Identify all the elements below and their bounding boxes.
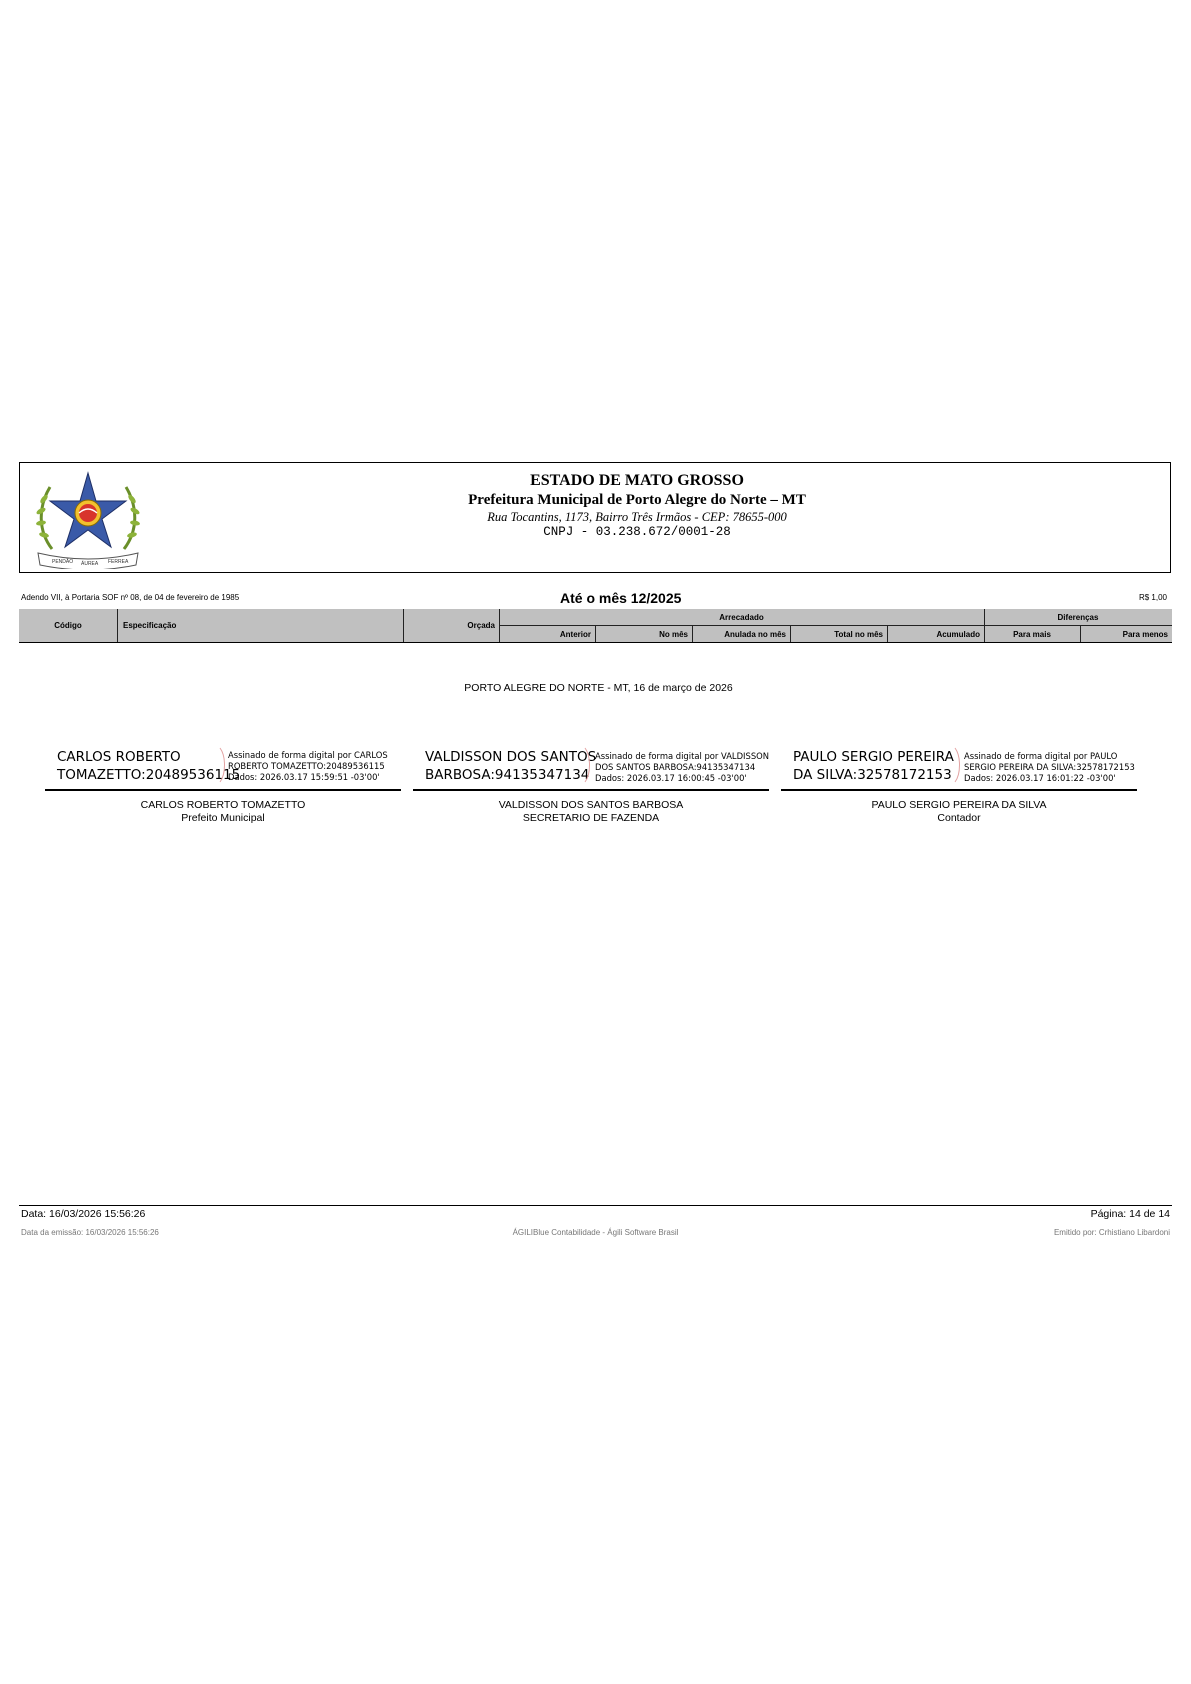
signatory-role: SECRETARIO DE FAZENDA xyxy=(522,812,660,824)
report-header xyxy=(19,462,1171,573)
signature-details xyxy=(228,750,388,783)
signature-line xyxy=(413,789,769,791)
col-orcada: Orçada xyxy=(467,621,495,630)
address-line: Rua Tocantins, 1173, Bairro Três Irmãos - CEP: 78655-000 xyxy=(487,510,787,524)
signature-block-3 xyxy=(781,744,1137,824)
crest-motto-3: FERREA xyxy=(108,559,129,565)
footer-rule xyxy=(19,1205,1172,1206)
adendo-reference: Adendo VII, à Portaria SOF nº 08, de 04 de fevereiro de 1985 xyxy=(21,593,240,602)
cert-name-line-1: PAULO SERGIO PEREIRA xyxy=(793,749,954,765)
signature-certificate-name xyxy=(793,748,954,784)
col-para-mais: Para mais xyxy=(1013,629,1051,639)
col-especificacao: Especificação xyxy=(123,621,177,630)
signatory-name: CARLOS ROBERTO TOMAZETTO xyxy=(140,799,306,811)
col-no-mes: No mês xyxy=(659,629,688,639)
col-anterior: Anterior xyxy=(559,629,591,639)
signature-detail-1: Assinado de forma digital por VALDISSON xyxy=(595,751,770,761)
footer-page-number: Página: 14 de 14 xyxy=(1090,1208,1170,1220)
place-date-line xyxy=(0,682,1191,694)
currency-unit: R$ 1,00 xyxy=(1138,593,1167,602)
col-codigo: Código xyxy=(54,621,82,630)
signature-block-2 xyxy=(413,744,769,824)
footer-emission-date: Data da emissão: 16/03/2026 15:56:26 xyxy=(21,1228,159,1237)
cert-name-line-2: BARBOSA:94135347134 xyxy=(425,767,590,783)
digital-signature-mark-icon xyxy=(218,746,228,784)
signature-line xyxy=(45,789,401,791)
footer-issued-by: Emitido por: Crhistiano Libardoni xyxy=(1053,1228,1170,1237)
footer-software: ÁGILIBlue Contabilidade - Ágili Software Brasil xyxy=(512,1228,679,1237)
digital-signature-mark-icon xyxy=(953,746,963,784)
signature-detail-3: Dados: 2026.03.17 15:59:51 -03'00' xyxy=(228,772,380,782)
signature-detail-2: SERGIO PEREIRA DA SILVA:32578172153 xyxy=(964,762,1135,772)
prefeitura-title: Prefeitura Municipal de Porto Alegre do Norte – MT xyxy=(468,492,806,508)
signatory-name: PAULO SERGIO PEREIRA DA SILVA xyxy=(871,799,1047,811)
cert-name-line-2: DA SILVA:32578172153 xyxy=(793,767,952,783)
cert-name-line-2: TOMAZETTO:20489536115 xyxy=(57,767,241,783)
signatory-role: Prefeito Municipal xyxy=(181,812,265,824)
digital-signature-mark-icon xyxy=(583,746,593,784)
period-title: Até o mês 12/2025 xyxy=(560,590,682,606)
signature-line xyxy=(781,789,1137,791)
signature-detail-1: Assinado de forma digital por PAULO xyxy=(964,751,1118,761)
place-date-text: PORTO ALEGRE DO NORTE - MT, 16 de março de 2026 xyxy=(464,682,733,694)
signature-detail-3: Dados: 2026.03.17 16:01:22 -03'00' xyxy=(964,773,1116,783)
cnpj-line: CNPJ - 03.238.672/0001-28 xyxy=(543,525,731,539)
signature-detail-3: Dados: 2026.03.17 16:00:45 -03'00' xyxy=(595,773,747,783)
crest-motto-1: PENDÃO xyxy=(52,559,74,565)
signatory-role: Contador xyxy=(937,812,981,824)
crest-motto-2: ÁUREA xyxy=(81,561,99,567)
col-para-menos: Para menos xyxy=(1122,629,1168,639)
signature-block-1 xyxy=(45,744,401,824)
col-anulada-no-mes: Anulada no mês xyxy=(724,629,786,639)
signature-certificate-name xyxy=(57,748,240,784)
col-acumulado: Acumulado xyxy=(936,629,980,639)
signature-details xyxy=(595,751,769,784)
col-total-no-mes: Total no mês xyxy=(834,629,883,639)
signatory-name: VALDISSON DOS SANTOS BARBOSA xyxy=(498,799,684,811)
header-text-block xyxy=(20,471,1170,540)
col-group-diferencas: Diferenças xyxy=(1057,612,1099,622)
column-header-table xyxy=(19,609,1172,643)
col-group-arrecadado: Arrecadado xyxy=(719,612,764,622)
signature-detail-1: Assinado de forma digital por CARLOS xyxy=(228,750,388,760)
signature-detail-2: DOS SANTOS BARBOSA:94135347134 xyxy=(595,762,756,772)
signature-certificate-name xyxy=(425,748,596,784)
state-title: ESTADO DE MATO GROSSO xyxy=(530,472,744,489)
cert-name-line-1: VALDISSON DOS SANTOS xyxy=(425,749,597,765)
footer-date: Data: 16/03/2026 15:56:26 xyxy=(21,1208,146,1220)
signature-detail-2: ROBERTO TOMAZETTO:20489536115 xyxy=(228,761,385,771)
cert-name-line-1: CARLOS ROBERTO xyxy=(57,749,181,765)
signature-details xyxy=(964,751,1135,784)
